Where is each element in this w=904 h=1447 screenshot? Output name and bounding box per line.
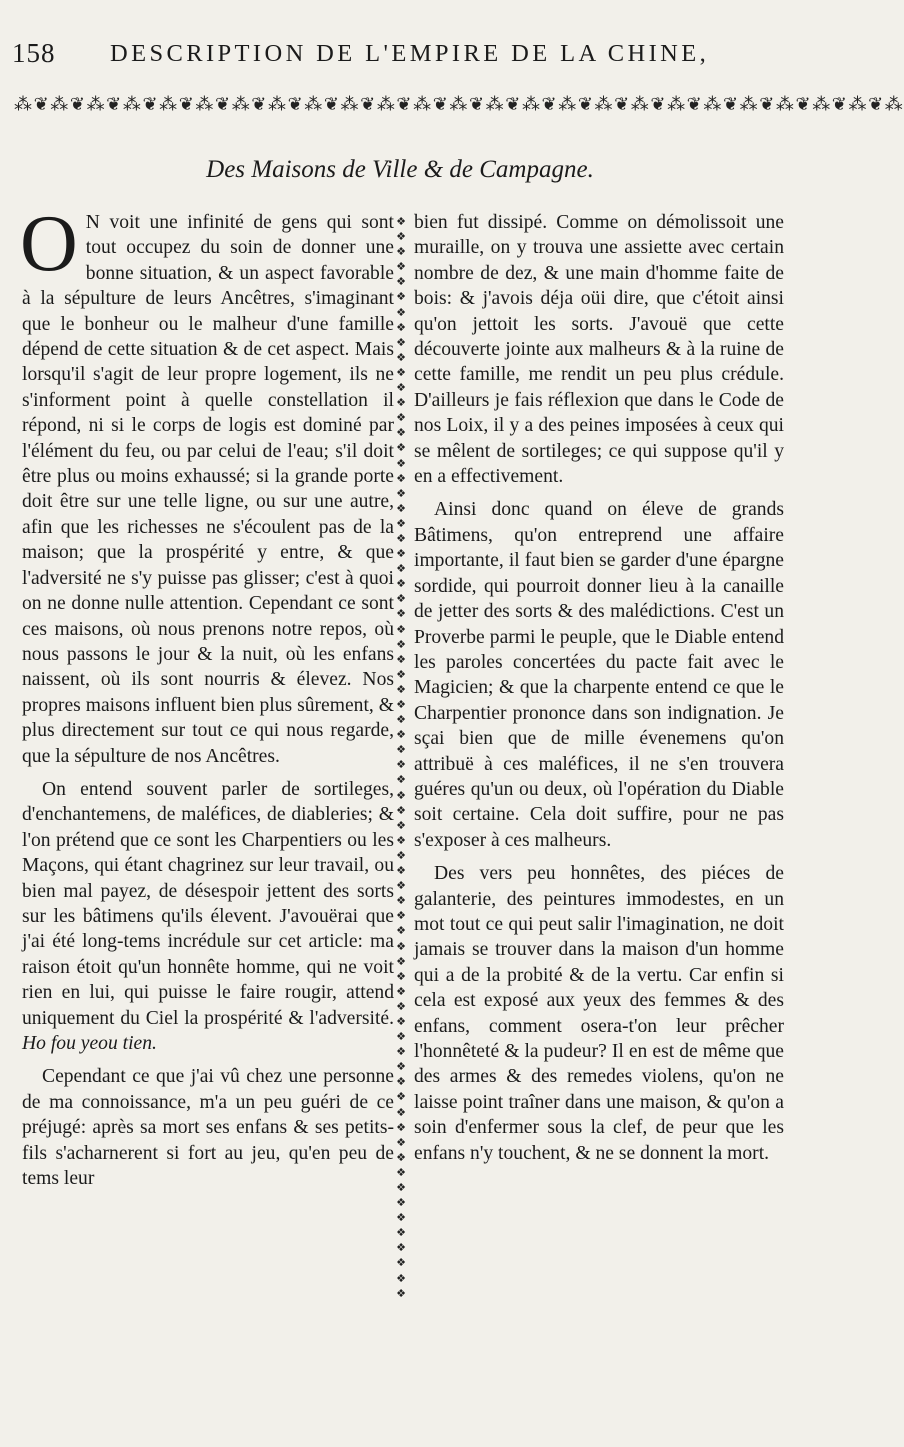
column-divider-ornament: ❖❖❖❖❖❖❖❖❖❖❖❖❖❖❖❖❖❖❖❖❖❖❖❖❖❖❖❖❖❖❖❖❖❖❖❖❖❖❖❖❖❖❖❖❖❖❖❖❖❖❖❖❖❖❖❖❖❖❖❖❖❖❖❖❖❖❖❖❖❖❖❖ [396, 215, 406, 1300]
paragraph-5: Des vers peu honnêtes, des piéces de galanterie, des peintures immodestes, en un mot tout ce qui peut salir l'imagination, ne doit jamais se trouver dans la maison d'un homme qui a de la probité & de la vertu. Car enfin si cela est exposé aux yeux des femmes & des enfans, comment osera-t'on leur prêcher l'honnêteté & la pudeur? Il en est de même que des armes & des remedes violens, qu'on ne laisse point traîner dans une maison, & qu'on a soin d'enfermer sous la clef, de peur que les enfans n'y touchent, & ne se donnent la mort. [414, 863, 784, 1164]
paragraph-1 [20, 200, 394, 769]
drop-cap: O [20, 200, 78, 288]
paragraph-text: voit une infinité de gens qui sont tout occupez du soin de donner une bonne situation, & un aspect favorable à la sépulture de leurs Ancêtres, s'imaginant que le bonheur ou le malheur d'une famille dépend de cette situation & de cet aspect. Mais lorsqu'il s'agit de leur propre logement, ils ne s'informent point à quelle constellation il répond, ni si le corps de logis est dominé par l'élément du feu, ou par celui de l'eau; s'il doit être plus ou moins exhaussé; si la grande porte doit être sur une telle ligne, ou sur une autre, afin que les richesses ne s'écoulent pas de la maison; que la prospérité y entre, & que l'adversité ne s'y puisse pas glisser; c'est à quoi on ne donne nulle attention. Cependant ce sont ces maisons, où nous prenons notre repos, où nous passons le jour & la nuit, où les enfans naissent, où ils sont nourris & élevez. Nos propres maisons influent bien plus sûrement, & plus directement sur tout ce qui nous regarde, que la sépulture de nos Ancêtres. [22, 212, 394, 767]
paragraph-text: On entend souvent parler de sortileges, d'enchantemens, de maléfices, de diableries; & l'on prétend que ce sont les Charpentiers ou les Maçons, qui étant chagrinez sur leur travail, ou bien mal payez, de désespoir jettent des sorts sur les bâtimens qu'ils élevent. J'avouërai que j'ai été long-tems incrédule sur cet article: ma raison étoit qu'un honnête homme, qui ne voit rien en lui, qui puisse le faire rougir, attend uniquement du Ciel la prospérité & l'adversité. [22, 778, 394, 1029]
right-column [414, 210, 784, 1166]
running-title: DESCRIPTION DE L'EMPIRE DE LA CHINE, [110, 40, 710, 67]
page-number: 158 [12, 38, 56, 68]
paragraph-continuation: bien fut dissipé. Comme on démolissoit une muraille, on y trouva une assiette avec certain nombre de dez, & une main d'homme faite de bois: & j'avois déja oüi dire, que c'étoit ainsi qu'on jettoit les sorts. J'avouë que cette découverte jointe aux malheurs & à la ruine de cette famille, me rendit un peu plus crédule. D'ailleurs je fais réflexion que dans le Code de nos Loix, il y a des peines imposées à ceux qui se mêlent de sortileges; ce qui suppose qu'il y en a effectivement. [414, 212, 784, 488]
chinese-phrase: Ho fou yeou tien. [22, 1033, 157, 1054]
paragraph-lead: N [85, 212, 100, 233]
paragraph-4: Ainsi donc quand on éleve de grands Bâtimens, qu'on entreprend une affaire importante, il faut bien se garder d'une épargne sordide, qui pourroit donner lieu à la canaille de jetter des sorts & des malédictions. C'est un Proverbe parmi le peuple, que le Diable entend les paroles concertées du pacte fait avec le Magicien; & que la charpente entend ce que le Charpentier prononce dans son indignation. Je sçai bien que de mille évenemens qu'on attribuë à ces maléfices, il ne s'en trouvera guéres qu'un ou deux, où l'opération du Diable soit certaine. Cela doit suffire, pour ne pas s'exposer à ces malheurs. [414, 499, 784, 851]
ornamental-band: ⁂❦⁂❦⁂❦⁂❦⁂❦⁂❦⁂❦⁂❦⁂❦⁂❦⁂❦⁂❦⁂❦⁂❦⁂❦⁂❦⁂❦⁂❦⁂❦⁂❦⁂❦⁂❦⁂❦⁂❦⁂ [14, 94, 904, 115]
left-column [20, 200, 394, 1191]
paragraph-3: Cependant ce que j'ai vû chez une personne de ma connoissance, m'a un peu guéri de ce préjugé: après sa mort ses enfans & ses petits-fils s'acharnerent si fort au jeu, qu'en peu de tems leur [22, 1066, 394, 1190]
paragraph-2 [22, 777, 394, 1056]
section-title: Des Maisons de Ville & de Campagne. [206, 156, 594, 183]
page-header [12, 38, 792, 78]
